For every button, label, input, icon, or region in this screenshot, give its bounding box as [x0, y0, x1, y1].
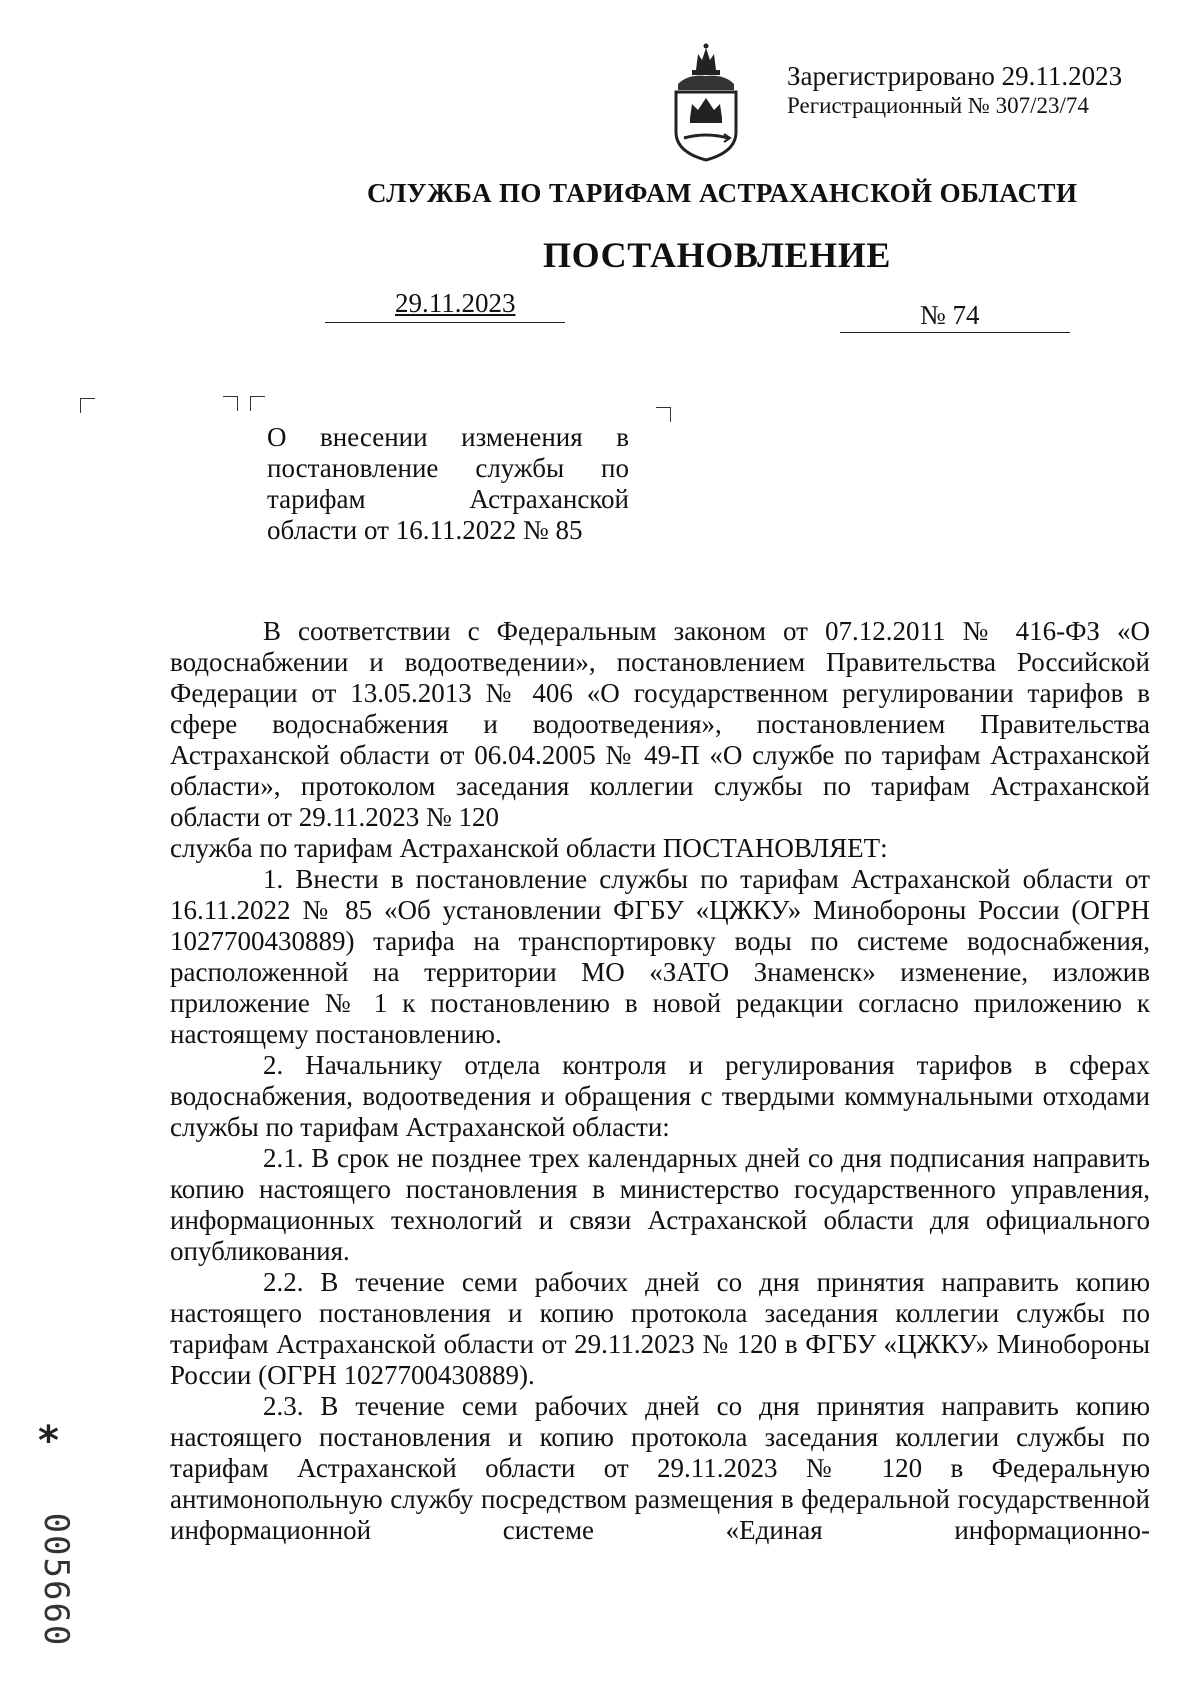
paragraph-item-2-3: 2.3. В течение семи рабочих дней со дня принятия направить копию настоящего постановления и копию протокола заседания коллегии службы по тарифам Астраханской области от 29.11.2023 № 120 в Федеральную антимонопольную службу посредством размещения в федеральной государственной информационной системе «Единая информационно- — [170, 1391, 1150, 1545]
corner-mark-mid-right — [250, 396, 265, 411]
document-date: 29.11.2023 — [395, 288, 516, 318]
document-type-title: ПОСТАНОВЛЕНИЕ — [543, 235, 891, 275]
paragraph-item-2-1: 2.1. В срок не позднее трех календарных дней со дня подписания направить копию настоящего постановления в министерство государственного управления, информационных технологий и связи Астраханской области для официального опубликования. — [170, 1143, 1150, 1266]
paragraph-item-1: 1. Внести в постановление службы по тарифам Астраханской области от 16.11.2022 № 85 «Об установлении ФГБУ «ЦЖКУ» Минобороны России (ОГРН 1027700430889) тарифа на транспортировку воды по системе водоснабжения, расположенной на территории МО «ЗАТО Знаменск» изменение, изложив приложение № 1 к постановлению в новой редакции согласно приложению к настоящему постановлению. — [170, 864, 1150, 1049]
corner-mark-right — [656, 407, 671, 422]
paragraph-item-2-2: 2.2. В течение семи рабочих дней со дня принятия направить копию настоящего постановления и копию протокола заседания коллегии службы по тарифам Астраханской области от 29.11.2023 № 120 в ФГБУ «ЦЖКУ» Минобороны России (ОГРН 1027700430889). — [170, 1267, 1150, 1390]
document-date-field — [325, 288, 565, 323]
astrakhan-coat-of-arms-icon — [668, 40, 744, 164]
registration-number: Регистрационный № 307/23/74 — [787, 93, 1089, 118]
document-subject: О внесении изменения в постановление службы по тарифам Астраханской области от 16.11.2022 № 85 — [267, 422, 629, 545]
side-serial-code: 005660 — [36, 1512, 76, 1648]
document-number: № 74 — [920, 300, 980, 330]
document-number-field — [840, 298, 1070, 333]
corner-mark-mid-left — [223, 396, 238, 411]
paragraph-preamble: В соответствии с Федеральным законом от 07.12.2011 № 416-ФЗ «О водоснабжении и водоотведении», постановлением Правительства Российской Федерации от 13.05.2013 № 406 «О государственном регулировании тарифов в сфере водоснабжения и водоотведения», постановлением Правительства Астраханской области от 06.04.2005 № 49-П «О службе по тарифам Астраханской области», протоколом заседания коллегии службы по тарифам Астраханской области от 29.11.2023 № 120 — [170, 616, 1150, 832]
paragraph-resolves: служба по тарифам Астраханской области ПОСТАНОВЛЯЕТ: — [170, 833, 888, 863]
corner-mark-left — [80, 398, 95, 413]
registration-date: Зарегистрировано 29.11.2023 — [787, 61, 1123, 91]
agency-title: СЛУЖБА ПО ТАРИФАМ АСТРАХАНСКОЙ ОБЛАСТИ — [367, 178, 1078, 208]
paragraph-item-2: 2. Начальнику отдела контроля и регулирования тарифов в сферах водоснабжения, водоотведения и обращения с твердыми коммунальными отходами службы по тарифам Астраханской области: — [170, 1050, 1150, 1142]
document-body — [170, 616, 1150, 1546]
side-star-mark: * — [38, 1418, 59, 1464]
registration-block — [787, 60, 1122, 120]
